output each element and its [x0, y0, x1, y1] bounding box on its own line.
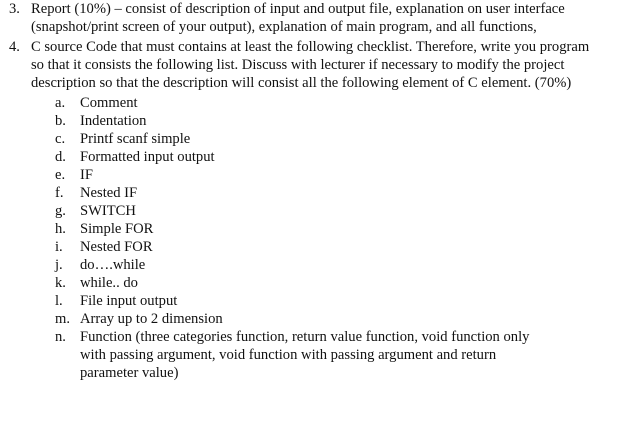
checklist-item-file-io [0, 292, 617, 310]
checklist-letter: c. [55, 131, 66, 147]
checklist-item-nested-for [0, 238, 617, 256]
checklist-item-comment [0, 94, 617, 112]
checklist-item-function [0, 328, 617, 382]
checklist-letter: k. [55, 275, 66, 291]
checklist-text: Array up to 2 dimension [80, 311, 223, 327]
checklist-text: Simple FOR [80, 221, 154, 237]
checklist-item-while-do [0, 274, 617, 292]
checklist-item-switch [0, 202, 617, 220]
checklist-text: Nested FOR [80, 239, 153, 255]
checklist-item-formatted-io [0, 148, 617, 166]
item-number: 4. [9, 39, 20, 55]
checklist-letter: b. [55, 113, 66, 129]
checklist-text: do….while [80, 257, 146, 273]
checklist-letter: a. [55, 95, 66, 111]
checklist-text: Printf scanf simple [80, 131, 191, 147]
checklist-letter: n. [55, 329, 66, 345]
checklist-text: Indentation [80, 113, 147, 129]
checklist-item-if [0, 166, 617, 184]
checklist-text: Nested IF [80, 185, 138, 201]
list-item-4 [0, 38, 617, 382]
checklist-item-nested-if [0, 184, 617, 202]
checklist-letter: h. [55, 221, 66, 237]
checklist-text: Formatted input output [80, 149, 215, 165]
checklist-letter: g. [55, 203, 66, 219]
checklist-letter: e. [55, 167, 66, 183]
checklist-text: Function (three categories function, return value function, void function only with passing argument, void function with passing argument and return parameter value) [80, 329, 530, 381]
checklist-item-printf-scanf [0, 130, 617, 148]
checklist-letter: d. [55, 149, 66, 165]
checklist-letter: m. [55, 311, 70, 327]
checklist-letter: f. [55, 185, 64, 201]
checklist-letter: l. [55, 293, 63, 309]
checklist-item-array [0, 310, 617, 328]
checklist-text: while.. do [80, 275, 138, 291]
list-item-3 [0, 0, 617, 36]
checklist [0, 94, 617, 382]
checklist-item-simple-for [0, 220, 617, 238]
checklist-text: Comment [80, 95, 138, 111]
checklist-text: IF [80, 167, 93, 183]
checklist-text: File input output [80, 293, 178, 309]
checklist-letter: j. [55, 257, 63, 273]
item-text: C source Code that must contains at least the following checklist. Therefore, write you program so that it consists the following list. Discuss with lecturer if necessary to modify the project description so that the description will consist all the following element of C element. (70%) [31, 39, 590, 91]
item-text: Report (10%) – consist of description of input and output file, explanation on user interface (snapshot/print screen of your output), explanation of main program, and all functions, [31, 1, 565, 35]
item-number: 3. [9, 1, 20, 17]
checklist-text: SWITCH [80, 203, 136, 219]
checklist-item-do-while [0, 256, 617, 274]
checklist-letter: i. [55, 239, 63, 255]
checklist-item-indentation [0, 112, 617, 130]
